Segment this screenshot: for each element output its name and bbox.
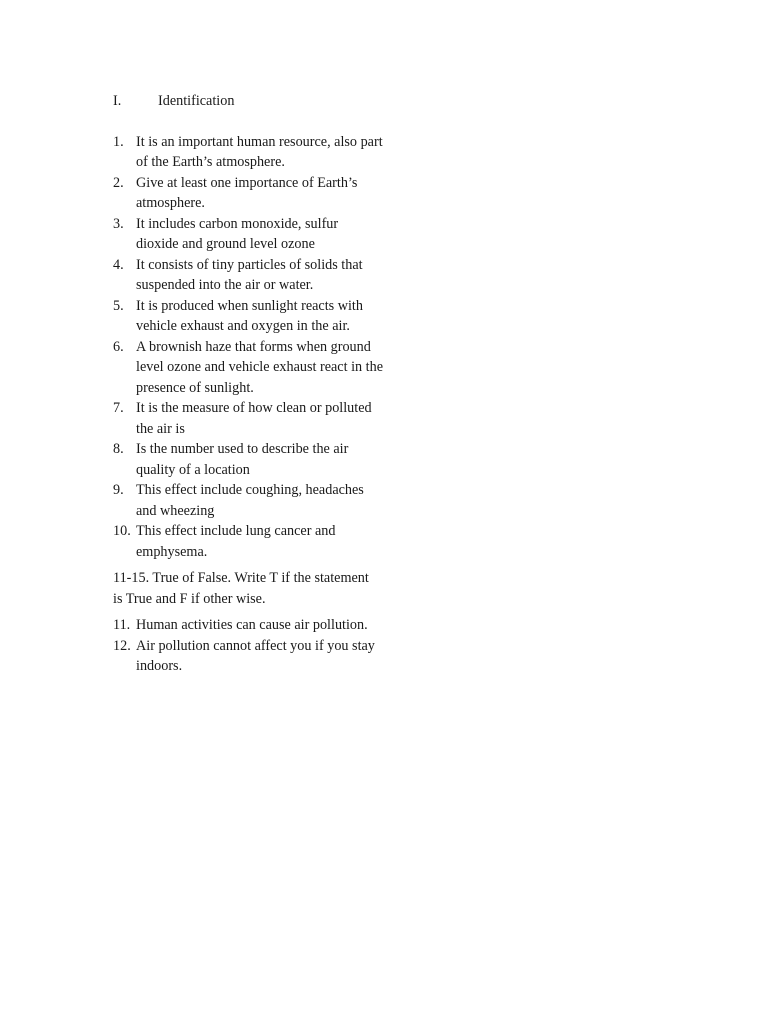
- list-item: [113, 337, 383, 399]
- item-text: It consists of tiny particles of solids that suspended into the air or water.: [136, 256, 363, 293]
- list-item: [113, 615, 383, 636]
- section-roman-numeral: I.: [113, 93, 122, 109]
- item-number: 5.: [113, 297, 124, 314]
- item-text: It is produced when sunlight reacts with vehicle exhaust and oxygen in the air.: [136, 297, 363, 334]
- item-number: 6.: [113, 338, 124, 355]
- list-item: [113, 636, 383, 677]
- item-number: 2.: [113, 174, 124, 191]
- item-text: It is an important human resource, also part of the Earth’s atmosphere.: [136, 133, 383, 170]
- item-text: It is the measure of how clean or polluted the air is: [136, 400, 372, 437]
- item-text: Give at least one importance of Earth’s atmosphere.: [136, 174, 358, 211]
- true-false-instructions: 11-15. True of False. Write T if the statement is True and F if other wise.: [113, 570, 369, 607]
- item-number: 4.: [113, 256, 124, 273]
- list-item: [113, 255, 383, 296]
- list-item: [113, 214, 383, 255]
- item-number: 1.: [113, 133, 124, 150]
- list-item: [113, 439, 383, 480]
- true-false-list: [113, 615, 383, 677]
- item-text: Is the number used to describe the air quality of a location: [136, 441, 349, 478]
- item-text: Human activities can cause air pollution.: [136, 617, 368, 633]
- list-item: [113, 132, 383, 173]
- item-text: It includes carbon monoxide, sulfur dioxide and ground level ozone: [136, 215, 339, 252]
- list-item: [113, 173, 383, 214]
- document-page: [113, 91, 383, 677]
- item-number: 10.: [113, 523, 131, 539]
- list-item: [113, 480, 383, 521]
- list-item: [113, 398, 383, 439]
- item-text: A brownish haze that forms when ground level ozone and vehicle exhaust react in the presence of sunlight.: [136, 338, 383, 396]
- section-heading: [113, 91, 383, 112]
- item-number: 9.: [113, 482, 124, 498]
- item-text: Air pollution cannot affect you if you stay indoors.: [136, 637, 375, 674]
- item-number: 12.: [113, 637, 131, 654]
- item-text: This effect include coughing, headaches and wheezing: [136, 482, 364, 519]
- section-title: Identification: [158, 93, 235, 109]
- item-number: 3.: [113, 215, 124, 232]
- item-number: 8.: [113, 441, 124, 457]
- item-number: 11.: [113, 617, 131, 633]
- list-item: [113, 521, 383, 562]
- identification-list: [113, 132, 383, 563]
- item-text: This effect include lung cancer and emphysema.: [136, 523, 336, 560]
- item-number: 7.: [113, 400, 124, 416]
- list-item: [113, 296, 383, 337]
